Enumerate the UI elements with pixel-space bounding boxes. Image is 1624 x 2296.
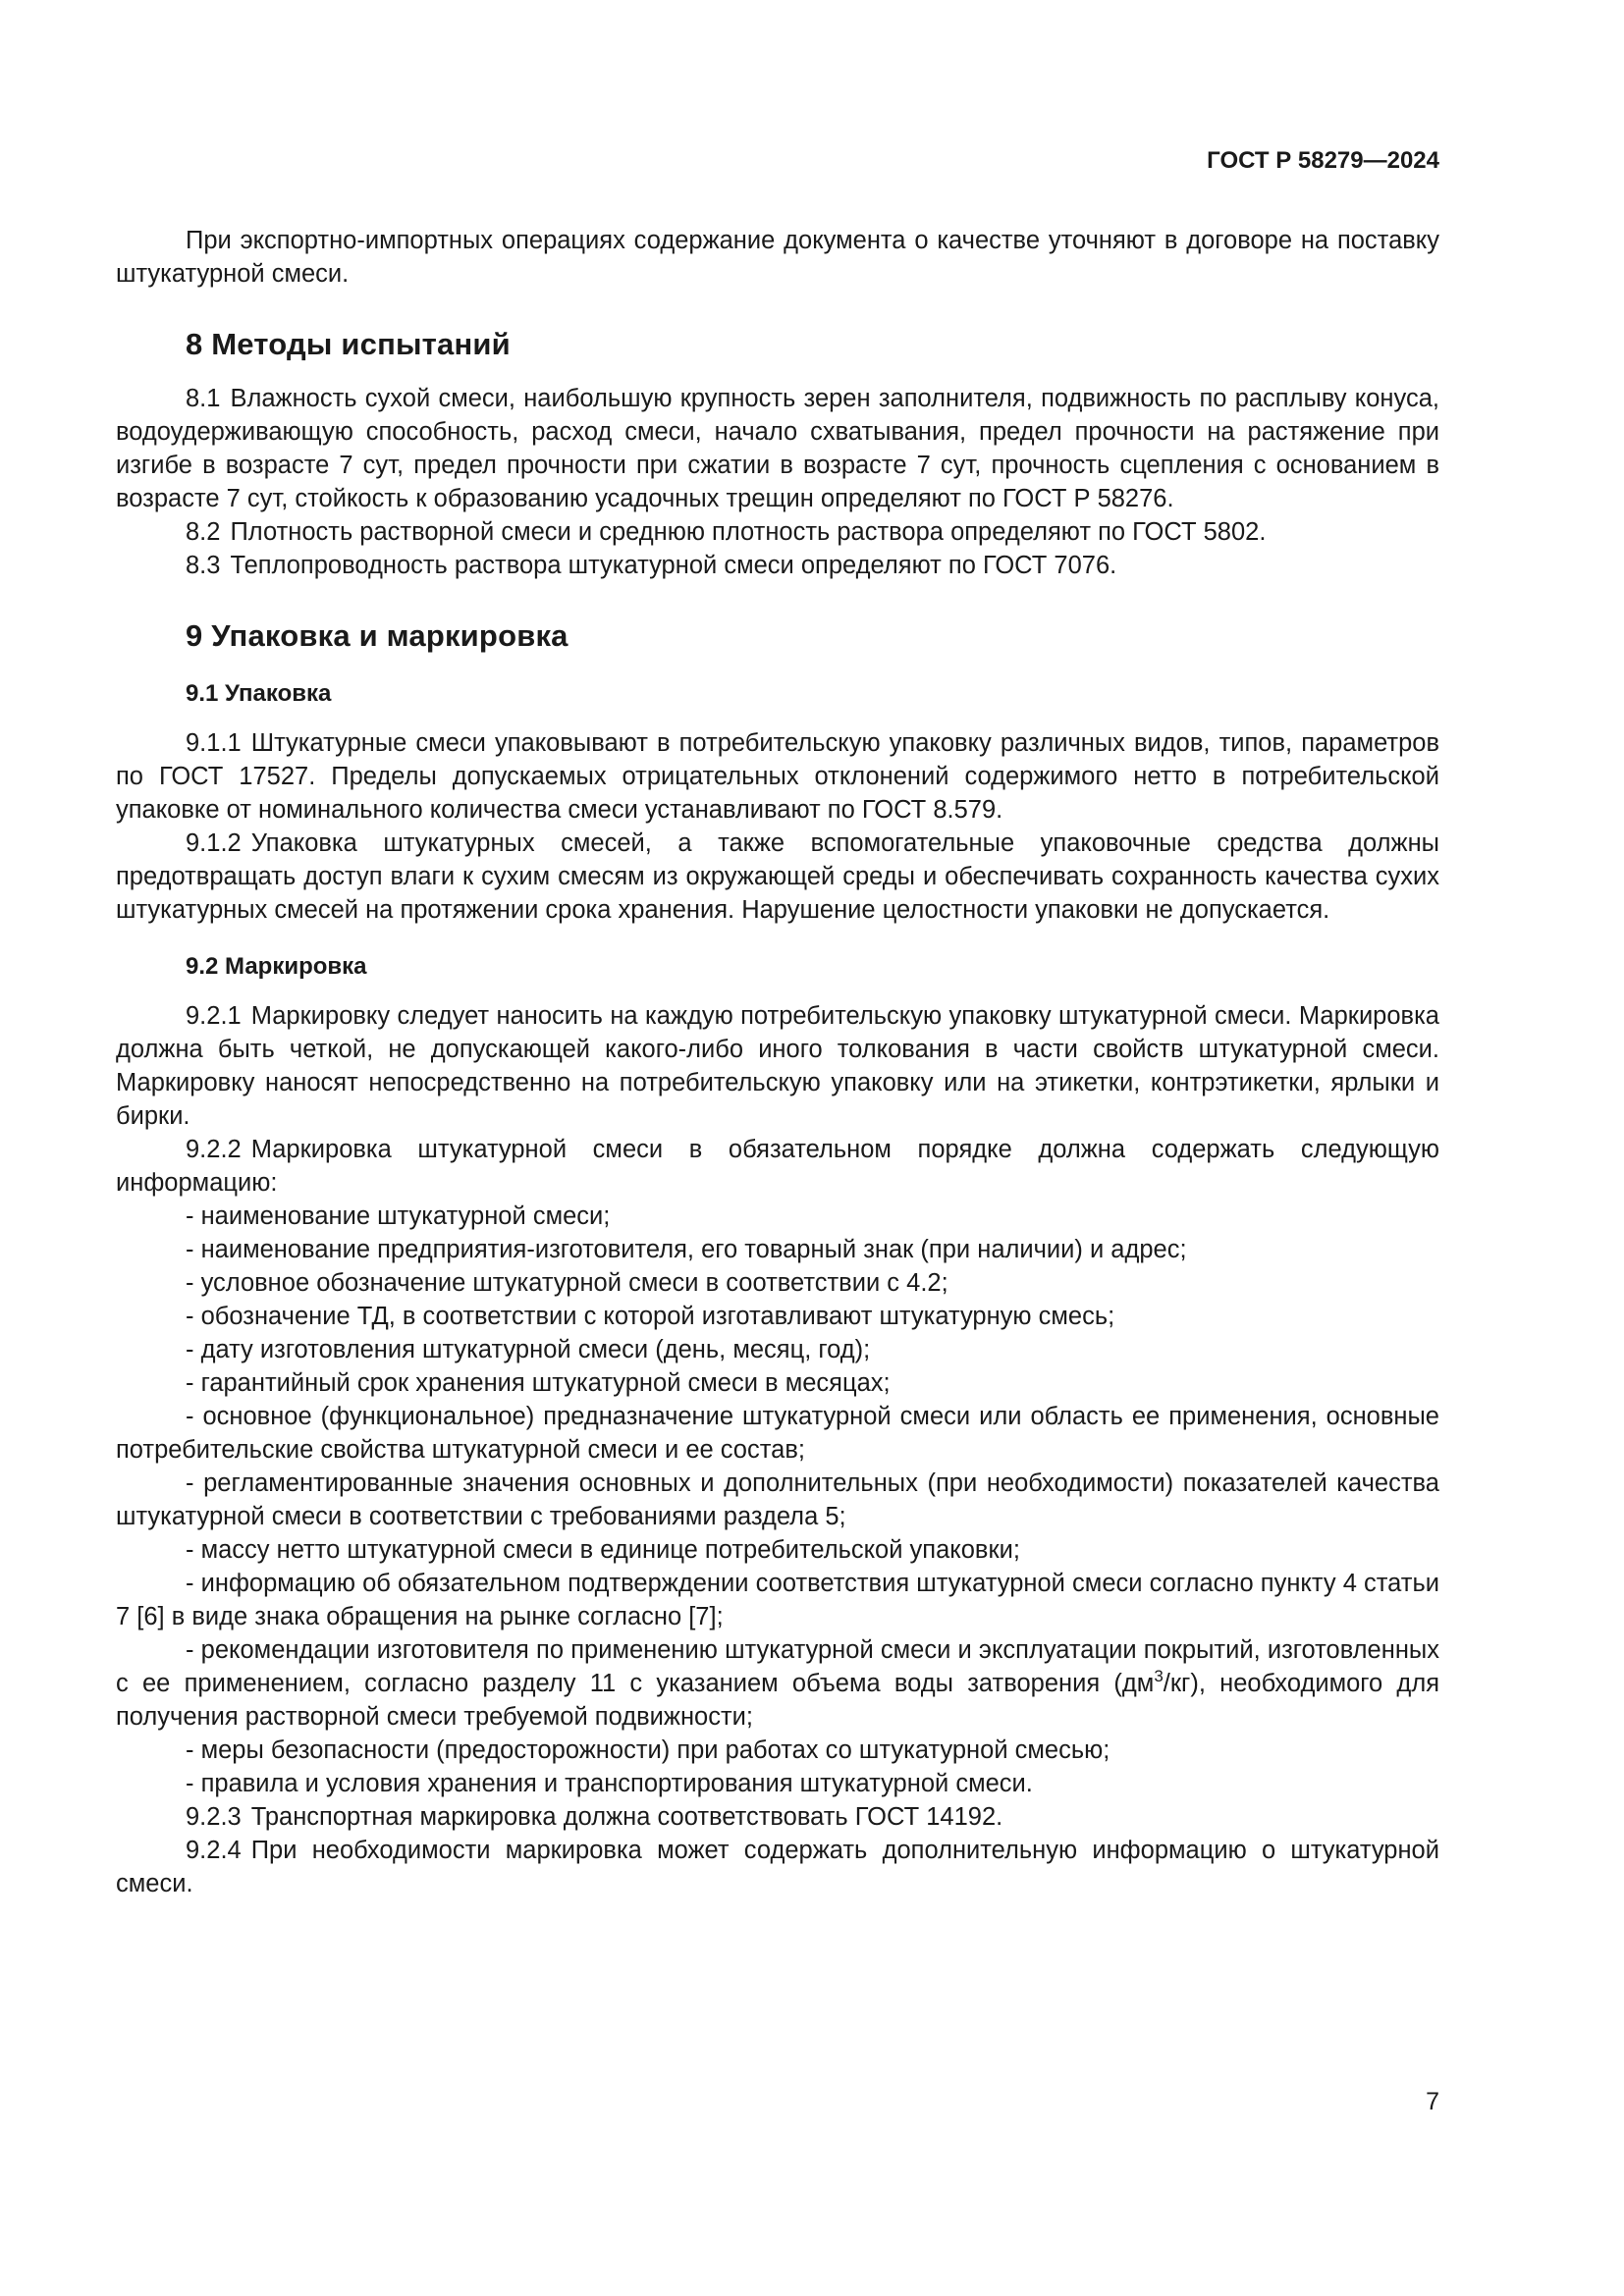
list-item-text: /кг), необходимого для получения растворной смеси требуемой подвижности; xyxy=(116,1670,1440,1731)
paragraph-number: 9.1.2 xyxy=(186,829,242,857)
list-item: - правила и условия хранения и транспортирования штукатурной смеси. xyxy=(186,1770,1033,1797)
list-item: - дату изготовления штукатурной смеси (день, месяц, год); xyxy=(186,1336,871,1363)
list-item: - меры безопасности (предосторожности) при работах со штукатурной смесью; xyxy=(186,1736,1110,1764)
paragraph-9-2-2 xyxy=(116,1133,1439,1200)
list-item: - массу нетто штукатурной смеси в единице потребительской упаковки; xyxy=(186,1536,1020,1564)
paragraph-8-3 xyxy=(116,549,1439,582)
paragraph-number: 8.2 xyxy=(186,518,221,546)
paragraph-9-2-1 xyxy=(116,999,1439,1133)
list-item: - информацию об обязательном подтверждении соответствия штукатурной смеси согласно пункту 4 статьи 7 [6] в виде знака обращения на рынке согласно [7]; xyxy=(116,1570,1439,1630)
subsection-9-1-heading: 9.1 Упаковка xyxy=(186,680,332,707)
paragraph-text: Транспортная маркировка должна соответствовать ГОСТ 14192. xyxy=(250,1803,1003,1831)
list-item: - наименование предприятия-изготовителя, его товарный знак (при наличии) и адрес; xyxy=(186,1236,1187,1263)
intro-paragraph: При экспортно-импортных операциях содержание документа о качестве уточняют в договоре на поставку штукатурной смеси. xyxy=(116,227,1439,288)
list-item: - обозначение ТД, в соответствии с которой изготавливают штукатурную смесь; xyxy=(186,1303,1115,1330)
paragraph-9-2-3 xyxy=(116,1800,1439,1834)
list-item: - гарантийный срок хранения штукатурной смеси в месяцах; xyxy=(186,1369,891,1397)
list-item-recommendations xyxy=(116,1633,1439,1734)
paragraph-number: 9.2.4 xyxy=(186,1837,242,1864)
paragraph-text: При необходимости маркировка может содержать дополнительную информацию о штукатурной смеси. xyxy=(116,1837,1439,1897)
paragraph-text: Маркировку следует наносить на каждую потребительскую упаковку штукатурной смеси. Маркировка должна быть четкой, не допускающей какого-либо иного толкования в части свойств штукатурной смеси. Маркировку наносят непосредственно на потребительскую упаковку или на этикетки, контрэтикетки, ярлыки и бирки. xyxy=(116,1002,1439,1130)
paragraph-number: 9.2.2 xyxy=(186,1136,242,1163)
section-9-heading: 9 Упаковка и маркировка xyxy=(186,618,568,653)
document-header: ГОСТ Р 58279—2024 xyxy=(1207,147,1439,174)
paragraph-text: Штукатурные смеси упаковывают в потребительскую упаковку различных видов, типов, параметров по ГОСТ 17527. Пределы допускаемых отрицательных отклонений содержимого нетто в потребительской упаковке от номинального количества смеси устанавливают по ГОСТ 8.579. xyxy=(116,729,1439,824)
page-body xyxy=(116,224,1439,1900)
section-8-heading: 8 Методы испытаний xyxy=(186,327,511,361)
list-item: - регламентированные значения основных и дополнительных (при необходимости) показателей качества штукатурной смеси в соответствии с требованиями раздела 5; xyxy=(116,1469,1439,1530)
paragraph-9-1-2 xyxy=(116,827,1439,927)
paragraph-8-2 xyxy=(116,515,1439,549)
paragraph-text: Теплопроводность раствора штукатурной смеси определяют по ГОСТ 7076. xyxy=(230,552,1117,579)
subsection-9-2-heading: 9.2 Маркировка xyxy=(186,953,367,980)
paragraph-number: 9.2.3 xyxy=(186,1803,242,1831)
paragraph-text: Упаковка штукатурных смесей, а также вспомогательные упаковочные средства должны предотвращать доступ влаги к сухим смесям из окружающей среды и обеспечивать сохранность качества сухих штукатурных смесей на протяжении срока хранения. Нарушение целостности упаковки не допускается. xyxy=(116,829,1439,924)
page-number: 7 xyxy=(1426,2088,1439,2115)
paragraph-number: 9.1.1 xyxy=(186,729,242,757)
list-item-text: - рекомендации изготовителя по применению штукатурной смеси и эксплуатации покрытий, изготовленных с ее применением, согласно разделу 11 с указанием объема воды затворения (дм xyxy=(116,1636,1439,1697)
list-item: - условное обозначение штукатурной смеси в соответствии с 4.2; xyxy=(186,1269,948,1297)
paragraph-9-2-4 xyxy=(116,1834,1439,1900)
list-item: - основное (функциональное) предназначение штукатурной смеси или область ее применения, основные потребительские свойства штукатурной смеси и ее состав; xyxy=(116,1403,1439,1464)
list-item: - наименование штукатурной смеси; xyxy=(186,1202,611,1230)
paragraph-text: Влажность сухой смеси, наибольшую крупность зерен заполнителя, подвижность по расплыву конуса, водоудерживающую способность, расход смеси, начало схватывания, предел прочности на растяжение при изгибе в возрасте 7 сут, предел прочности при сжатии в возрасте 7 сут, прочность сцепления с основанием в возрасте 7 сут, стойкость к образованию усадочных трещин определяют по ГОСТ Р 58276. xyxy=(116,385,1439,512)
paragraph-text: Маркировка штукатурной смеси в обязательном порядке должна содержать следующую информацию: xyxy=(116,1136,1439,1197)
paragraph-number: 8.3 xyxy=(186,552,221,579)
paragraph-9-1-1 xyxy=(116,726,1439,827)
paragraph-8-1 xyxy=(116,382,1439,515)
superscript: 3 xyxy=(1154,1666,1164,1685)
paragraph-text: Плотность растворной смеси и среднюю плотность раствора определяют по ГОСТ 5802. xyxy=(230,518,1267,546)
paragraph-number: 9.2.1 xyxy=(186,1002,242,1030)
paragraph-number: 8.1 xyxy=(186,385,221,412)
